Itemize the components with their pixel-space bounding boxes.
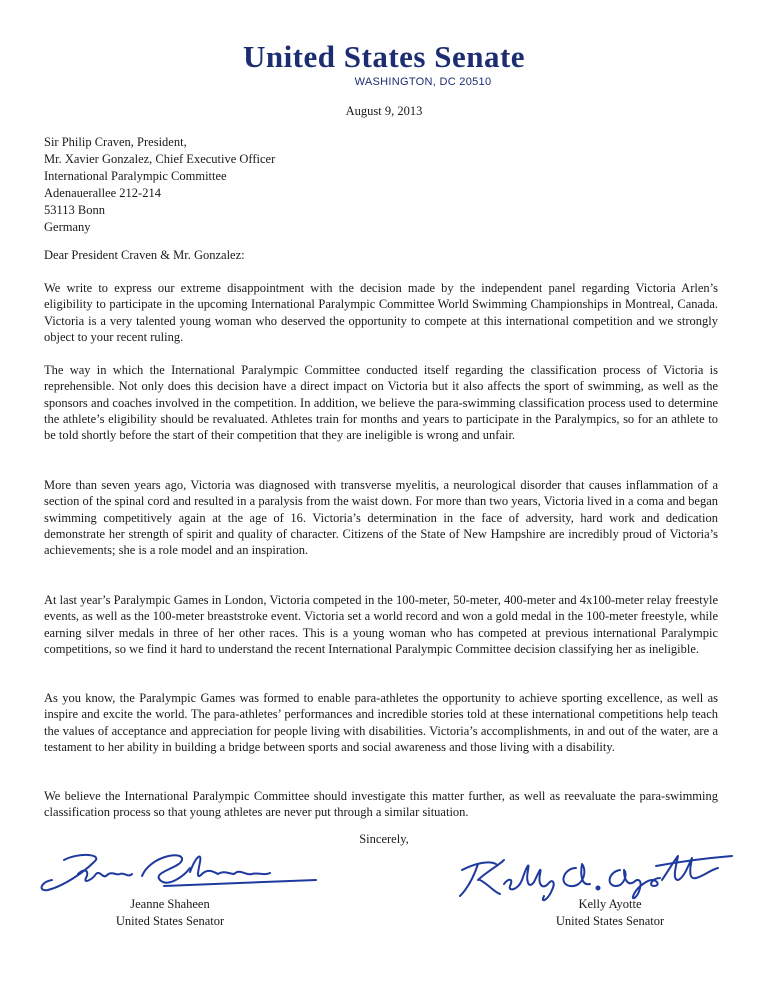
salutation: Dear President Craven & Mr. Gonzalez:: [44, 248, 245, 262]
signatory-name: Jeanne Shaheen: [130, 897, 210, 911]
recipient-line: International Paralympic Committee: [44, 169, 227, 183]
recipient-line: 53113 Bonn: [44, 203, 105, 217]
recipient-line: Adenauerallee 212-214: [44, 186, 161, 200]
signatory-title: United States Senator: [115, 914, 225, 928]
closing: Sincerely,: [359, 832, 409, 846]
senate-address: WASHINGTON, DC 20510: [354, 76, 492, 88]
signatory-title: United States Senator: [555, 914, 665, 928]
signatory-name: Kelly Ayotte: [578, 897, 642, 911]
senate-title: United States Senate: [242, 39, 526, 74]
body-paragraph-6: We believe the International Paralympic Committee should investigate this matter further, as well as reevaluate the para-swimming classification process so that young athletes are never put through a similar situation.: [44, 789, 718, 820]
body-paragraph-2: The way in which the International Paralympic Committee conducted itself regarding the classification process of Victoria is reprehensible. Not only does this decision have a direct impact on Victoria but it also affects the sport of swimming, as well as the sponsors and coaches involved in the competition. In addition, we believe the para-swimming classification process used to determine the athlete’s eligibility should be revaluated. Athletes train for months and years to participate in the Paralympics, so for an athlete to be told shortly before the start of their competition that they are ineligible is wrong and unfair.: [44, 363, 718, 443]
letter-date: August 9, 2013: [345, 104, 423, 118]
body-paragraph-3: More than seven years ago, Victoria was diagnosed with transverse myelitis, a neurological disorder that causes inflammation of a section of the spinal cord and resulted in a paralysis from the waist down. For more than two years, Victoria lived in a coma and began swimming competitively again at the age of 16. Victoria’s determination in the face of adversity, hard work and dedication demonstrate her strength of spirit and quality of character. Citizens of the State of New Hampshire are incredibly proud of Victoria’s achievements; she is a role model and an inspiration.: [44, 478, 718, 558]
recipient-line: Germany: [44, 220, 91, 234]
recipient-line: Mr. Xavier Gonzalez, Chief Executive Officer: [44, 152, 276, 166]
signature-shaheen: [34, 846, 324, 902]
body-paragraph-4: At last year’s Paralympic Games in London, Victoria competed in the 100-meter, 50-meter, 400-meter and 4x100-meter relay freestyle events, as well as the 100-meter breaststroke event. Victoria set a world record and won a gold medal in the 100-meter freestyle, while earning silver medals in three of her other races. This is a young woman who has competed at previous international Paralympic competitions, so we find it hard to understand the recent International Paralympic Committee decision classifying her as ineligible.: [44, 593, 718, 656]
body-paragraph-1: We write to express our extreme disappointment with the decision made by the independent panel regarding Victoria Arlen’s eligibility to participate in the upcoming International Paralympic Committee World Swimming Championships in Montreal, Canada. Victoria is a very talented young woman who deserved the opportunity to compete at this international competition and we strongly object to your recent ruling.: [44, 281, 718, 344]
letterhead: [0, 40, 768, 88]
body-paragraph-5: As you know, the Paralympic Games was formed to enable para-athletes the opportunity to achieve sporting excellence, as well as inspire and excite the world. The para-athletes’ performances and incredible stories told at these international competitions help teach the values of acceptance and appreciation for people living with disabilities. Victoria’s accomplishments, in and out of the water, are a testament to her ability in building a bridge between sports and social awareness and those living with a disability.: [44, 691, 718, 754]
signatory-shaheen: [90, 896, 250, 930]
signatory-ayotte: [520, 896, 700, 930]
recipient-address: [44, 134, 275, 236]
recipient-line: Sir Philip Craven, President,: [44, 135, 187, 149]
